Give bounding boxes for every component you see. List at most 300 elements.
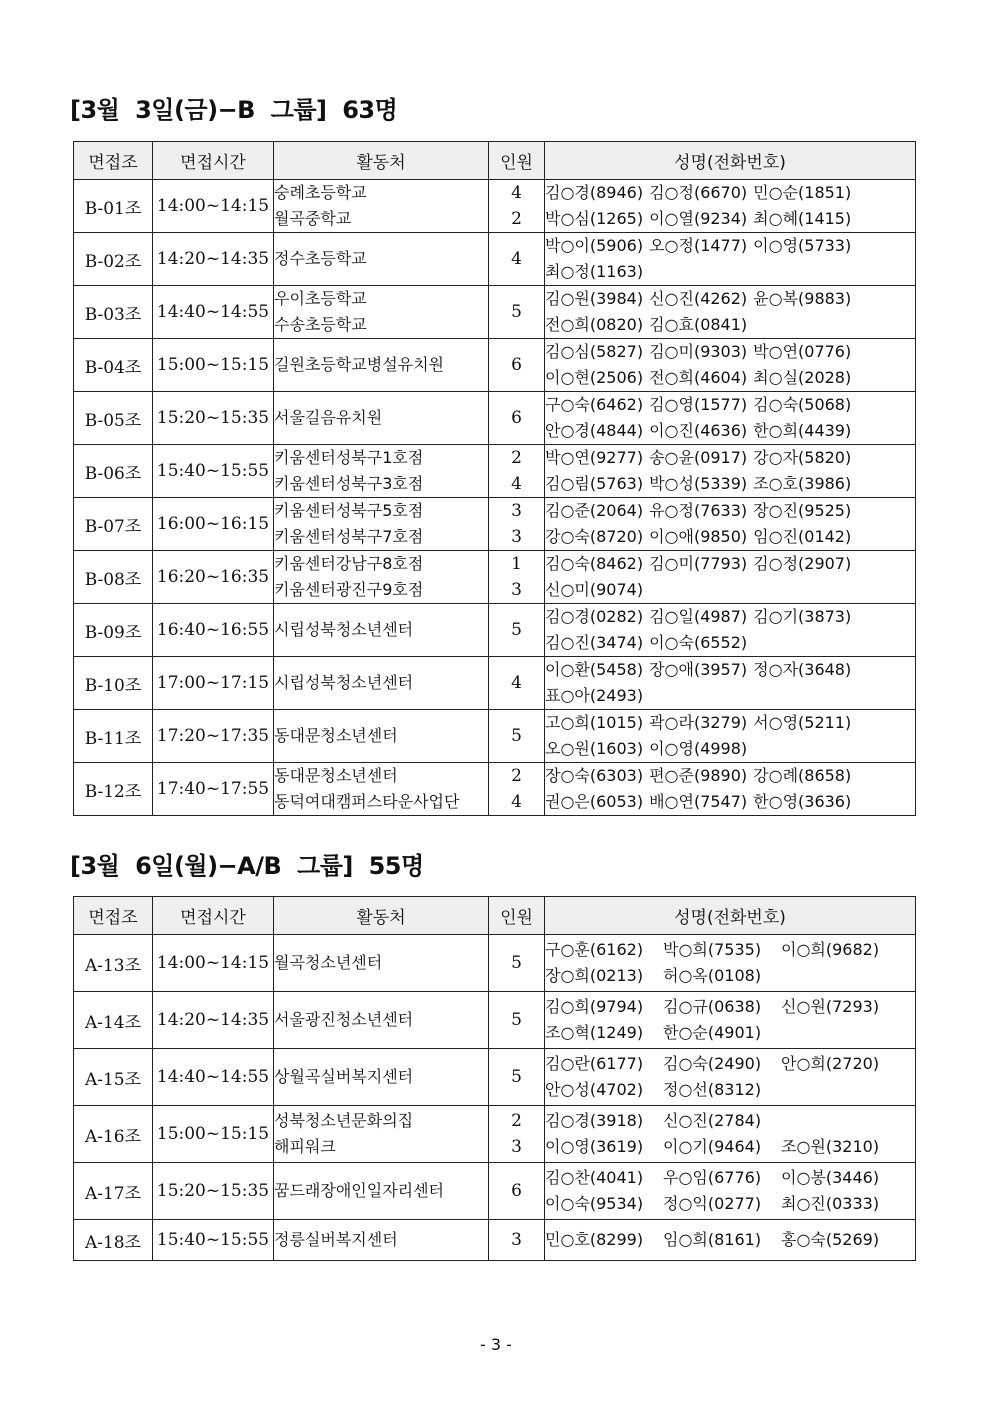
activity-place xyxy=(274,1163,489,1220)
table-row xyxy=(74,339,916,392)
header-place: 활동처 xyxy=(274,897,489,935)
table-row xyxy=(74,233,916,286)
table-row xyxy=(74,710,916,763)
participant-names xyxy=(545,935,916,992)
headcount-value: 4 xyxy=(511,792,522,812)
header-names: 성명(전화번호) xyxy=(545,897,916,935)
interview-group: B-01조 xyxy=(74,180,153,233)
activity-place xyxy=(274,551,489,604)
section-title-mar3: [3월 3일(금)−B 그룹] 63명 xyxy=(70,96,398,124)
participant-entry: 전○희(4604) xyxy=(649,368,748,387)
participant-entry: 이○열(9234) xyxy=(649,209,748,228)
participant-entry: 박○희(7535) xyxy=(663,940,762,959)
participant-entry: 정○자(3648) xyxy=(753,660,852,679)
table-row xyxy=(74,286,916,339)
participant-line xyxy=(545,937,915,963)
activity-place-name: 정수초등학교 xyxy=(274,249,367,268)
activity-place xyxy=(274,180,489,233)
interview-time: 16:00~16:15 xyxy=(153,498,274,551)
participant-entry: 박○연(9277) xyxy=(545,448,644,467)
interview-group: A-13조 xyxy=(74,935,153,992)
activity-place xyxy=(274,935,489,992)
header-group: 면접조 xyxy=(74,142,153,180)
headcount-value: 5 xyxy=(511,726,522,746)
activity-place xyxy=(274,392,489,445)
interview-group: B-03조 xyxy=(74,286,153,339)
activity-place-name: 월곡청소년센터 xyxy=(274,953,383,972)
participant-line xyxy=(545,994,915,1020)
table-row xyxy=(74,498,916,551)
participant-entry: 고○희(1015) xyxy=(545,713,644,732)
participant-entry: 조○호(3986) xyxy=(753,474,852,493)
interview-time: 17:40~17:55 xyxy=(153,763,274,816)
activity-place xyxy=(274,1106,489,1163)
headcount xyxy=(489,935,545,992)
table-header-row xyxy=(74,142,916,180)
activity-place-name: 동대문청소년센터 xyxy=(274,766,398,785)
participant-entry: 이○현(2506) xyxy=(545,368,644,387)
interview-time: 16:20~16:35 xyxy=(153,551,274,604)
interview-time: 16:40~16:55 xyxy=(153,604,274,657)
activity-place xyxy=(274,1049,489,1106)
participant-names xyxy=(545,710,916,763)
interview-time: 14:00~14:15 xyxy=(153,180,274,233)
participant-names xyxy=(545,233,916,286)
activity-place-name: 정릉실버복지센터 xyxy=(274,1230,398,1249)
participant-names xyxy=(545,604,916,657)
activity-place-name: 시립성북청소년센터 xyxy=(274,620,414,639)
activity-place-name: 키움센터성북구7호점 xyxy=(274,527,424,546)
interview-group: A-16조 xyxy=(74,1106,153,1163)
participant-entry: 신○진(4262) xyxy=(649,289,748,308)
headcount-value: 6 xyxy=(511,355,522,375)
interview-group: B-09조 xyxy=(74,604,153,657)
participant-entry: 이○애(9850) xyxy=(649,527,748,546)
participant-entry: 김○일(4987) xyxy=(649,607,748,626)
participant-entry: 장○애(3957) xyxy=(649,660,748,679)
participant-entry: 최○실(2028) xyxy=(753,368,852,387)
table-row xyxy=(74,1220,916,1261)
participant-entry: 김○정(6670) xyxy=(649,183,748,202)
interview-group: A-14조 xyxy=(74,992,153,1049)
headcount-value: 5 xyxy=(511,620,522,640)
activity-place xyxy=(274,339,489,392)
activity-place xyxy=(274,1220,489,1261)
headcount xyxy=(489,992,545,1049)
interview-group: B-04조 xyxy=(74,339,153,392)
participant-entry: 한○영(3636) xyxy=(753,792,852,811)
participant-entry: 김○숙(2490) xyxy=(663,1054,762,1073)
interview-time: 17:20~17:35 xyxy=(153,710,274,763)
table-row xyxy=(74,392,916,445)
table-row xyxy=(74,992,916,1049)
participant-line xyxy=(545,577,915,603)
interview-time: 15:00~15:15 xyxy=(153,1106,274,1163)
participant-entry: 박○심(1265) xyxy=(545,209,644,228)
headcount xyxy=(489,1220,545,1261)
participant-names xyxy=(545,180,916,233)
activity-place-name: 동대문청소년센터 xyxy=(274,726,398,745)
activity-place-name: 키움센터광진구9호점 xyxy=(274,580,424,599)
participant-entry: 이○영(5733) xyxy=(753,236,852,255)
participant-entry: 장○숙(6303) xyxy=(545,766,644,785)
headcount-value: 6 xyxy=(511,1181,522,1201)
table-header-row xyxy=(74,897,916,935)
participant-names xyxy=(545,1220,916,1261)
participant-entry: 안○경(4844) xyxy=(545,421,644,440)
participant-names xyxy=(545,657,916,710)
participant-entry: 오○정(1477) xyxy=(649,236,748,255)
participant-entry: 이○숙(9534) xyxy=(545,1194,644,1213)
headcount-value: 3 xyxy=(511,527,522,547)
headcount xyxy=(489,604,545,657)
interview-group: A-17조 xyxy=(74,1163,153,1220)
participant-entry: 신○미(9074) xyxy=(545,580,644,599)
participant-entry: 임○진(0142) xyxy=(753,527,852,546)
participant-entry: 김○원(3984) xyxy=(545,289,644,308)
participant-names xyxy=(545,498,916,551)
participant-entry: 구○숙(6462) xyxy=(545,395,644,414)
headcount xyxy=(489,1106,545,1163)
participant-line xyxy=(545,630,915,656)
headcount xyxy=(489,180,545,233)
activity-place xyxy=(274,992,489,1049)
participant-line xyxy=(545,524,915,550)
activity-place-name: 상월곡실버복지센터 xyxy=(274,1067,414,1086)
table-row xyxy=(74,1049,916,1106)
participant-entry: 이○희(9682) xyxy=(781,940,880,959)
participant-entry: 김○효(0841) xyxy=(649,315,748,334)
participant-line xyxy=(545,392,915,418)
participant-entry: 표○아(2493) xyxy=(545,686,644,705)
headcount xyxy=(489,551,545,604)
header-count: 인원 xyxy=(489,897,545,935)
participant-entry: 김○영(1577) xyxy=(649,395,748,414)
header-group: 면접조 xyxy=(74,897,153,935)
participant-entry: 이○영(3619) xyxy=(545,1137,644,1156)
table-row xyxy=(74,604,916,657)
interview-time: 14:20~14:35 xyxy=(153,992,274,1049)
participant-entry: 송○윤(0917) xyxy=(649,448,748,467)
interview-time: 17:00~17:15 xyxy=(153,657,274,710)
headcount xyxy=(489,1163,545,1220)
activity-place-name: 성북청소년문화의집 xyxy=(274,1111,414,1130)
participant-entry: 정○선(8312) xyxy=(663,1080,762,1099)
activity-place-name: 우이초등학교 xyxy=(274,289,367,308)
participant-entry: 김○경(8946) xyxy=(545,183,644,202)
headcount-value: 3 xyxy=(511,1137,522,1157)
headcount xyxy=(489,710,545,763)
participant-entry: 김○숙(5068) xyxy=(753,395,852,414)
headcount-value: 1 xyxy=(511,554,522,574)
participant-entry: 민○호(8299) xyxy=(545,1230,644,1249)
participant-entry: 정○익(0277) xyxy=(663,1194,762,1213)
table-row xyxy=(74,657,916,710)
activity-place-name: 시립성북청소년센터 xyxy=(274,673,414,692)
page-number: - 3 - xyxy=(480,1335,512,1354)
headcount-value: 5 xyxy=(511,953,522,973)
interview-group: B-06조 xyxy=(74,445,153,498)
activity-place xyxy=(274,604,489,657)
participant-entry: 박○이(5906) xyxy=(545,236,644,255)
headcount-value: 3 xyxy=(511,501,522,521)
participant-entry: 이○기(9464) xyxy=(663,1137,762,1156)
participant-entry: 안○희(2720) xyxy=(781,1054,880,1073)
participant-entry: 김○심(5827) xyxy=(545,342,644,361)
participant-entry: 구○훈(6162) xyxy=(545,940,644,959)
participant-entry: 이○환(5458) xyxy=(545,660,644,679)
activity-place-name: 꿈드래장애인일자리센터 xyxy=(274,1181,445,1200)
participant-names xyxy=(545,1049,916,1106)
headcount-value: 6 xyxy=(511,408,522,428)
participant-entry: 김○미(9303) xyxy=(649,342,748,361)
interview-schedule-table-mar6 xyxy=(73,896,916,1261)
participant-entry: 한○순(4901) xyxy=(663,1023,762,1042)
participant-entry: 이○봉(3446) xyxy=(781,1168,880,1187)
participant-line xyxy=(545,445,915,471)
participant-entry: 김○경(0282) xyxy=(545,607,644,626)
participant-names xyxy=(545,339,916,392)
table-row xyxy=(74,935,916,992)
interview-time: 15:20~15:35 xyxy=(153,1163,274,1220)
participant-entry: 강○숙(8720) xyxy=(545,527,644,546)
participant-names xyxy=(545,392,916,445)
participant-names xyxy=(545,445,916,498)
headcount xyxy=(489,392,545,445)
participant-line xyxy=(545,233,915,259)
interview-time: 15:40~15:55 xyxy=(153,1220,274,1261)
participant-entry: 김○림(5763) xyxy=(545,474,644,493)
participant-entry: 오○원(1603) xyxy=(545,739,644,758)
participant-entry: 김○미(7793) xyxy=(649,554,748,573)
participant-entry: 배○연(7547) xyxy=(649,792,748,811)
participant-entry: 김○준(2064) xyxy=(545,501,644,520)
headcount-value: 2 xyxy=(511,209,522,229)
participant-entry: 이○진(4636) xyxy=(649,421,748,440)
header-place: 활동처 xyxy=(274,142,489,180)
participant-entry: 신○원(7293) xyxy=(781,997,880,1016)
participant-entry: 강○례(8658) xyxy=(753,766,852,785)
activity-place-name: 키움센터성북구1호점 xyxy=(274,448,424,467)
participant-entry: 우○임(6776) xyxy=(663,1168,762,1187)
participant-entry: 조○혁(1249) xyxy=(545,1023,644,1042)
participant-line xyxy=(545,498,915,524)
participant-names xyxy=(545,551,916,604)
header-time: 면접시간 xyxy=(153,897,274,935)
participant-line xyxy=(545,180,915,206)
participant-line xyxy=(545,206,915,232)
participant-line xyxy=(545,736,915,762)
interview-time: 14:40~14:55 xyxy=(153,286,274,339)
table-row xyxy=(74,1106,916,1163)
participant-entry: 민○순(1851) xyxy=(753,183,852,202)
headcount-value: 5 xyxy=(511,1067,522,1087)
participant-entry: 임○희(8161) xyxy=(663,1230,762,1249)
participant-entry: 조○원(3210) xyxy=(781,1137,880,1156)
headcount-value: 5 xyxy=(511,1010,522,1030)
headcount-value: 4 xyxy=(511,673,522,693)
interview-group: B-10조 xyxy=(74,657,153,710)
participant-line xyxy=(545,1051,915,1077)
interview-time: 15:40~15:55 xyxy=(153,445,274,498)
participant-entry: 김○찬(4041) xyxy=(545,1168,644,1187)
participant-line xyxy=(545,710,915,736)
participant-entry: 신○진(2784) xyxy=(663,1111,762,1130)
interview-group: B-11조 xyxy=(74,710,153,763)
header-time: 면접시간 xyxy=(153,142,274,180)
headcount xyxy=(489,498,545,551)
participant-entry: 한○희(4439) xyxy=(753,421,852,440)
activity-place xyxy=(274,286,489,339)
headcount xyxy=(489,1049,545,1106)
activity-place xyxy=(274,445,489,498)
participant-line xyxy=(545,551,915,577)
participant-entry: 곽○라(3279) xyxy=(649,713,748,732)
participant-entry: 장○희(0213) xyxy=(545,966,644,985)
participant-entry: 홍○숙(5269) xyxy=(781,1230,880,1249)
participant-line xyxy=(545,1134,915,1160)
participant-line xyxy=(545,1077,915,1103)
headcount-value: 3 xyxy=(511,580,522,600)
participant-entry: 유○정(7633) xyxy=(649,501,748,520)
participant-line xyxy=(545,259,915,285)
interview-time: 15:00~15:15 xyxy=(153,339,274,392)
activity-place-name: 키움센터성북구5호점 xyxy=(274,501,424,520)
activity-place-name: 해피워크 xyxy=(274,1137,336,1156)
headcount-value: 5 xyxy=(511,302,522,322)
interview-group: A-18조 xyxy=(74,1220,153,1261)
participant-line xyxy=(545,763,915,789)
participant-line xyxy=(545,789,915,815)
headcount-value: 4 xyxy=(511,474,522,494)
table-row xyxy=(74,445,916,498)
activity-place-name: 동덕여대캠퍼스타운사업단 xyxy=(274,792,460,811)
activity-place xyxy=(274,763,489,816)
activity-place-name: 키움센터성북구3호점 xyxy=(274,474,424,493)
participant-entry: 권○은(6053) xyxy=(545,792,644,811)
table-row xyxy=(74,551,916,604)
participant-entry: 최○정(1163) xyxy=(545,262,644,281)
participant-entry: 이○숙(6552) xyxy=(649,633,748,652)
interview-group: B-12조 xyxy=(74,763,153,816)
activity-place xyxy=(274,233,489,286)
participant-line xyxy=(545,1227,915,1253)
activity-place-name: 월곡중학교 xyxy=(274,209,352,228)
participant-line xyxy=(545,286,915,312)
headcount-value: 2 xyxy=(511,766,522,786)
interview-schedule-table-mar3 xyxy=(73,141,916,816)
participant-entry: 윤○복(9883) xyxy=(753,289,852,308)
header-names: 성명(전화번호) xyxy=(545,142,916,180)
activity-place xyxy=(274,657,489,710)
participant-names xyxy=(545,1106,916,1163)
participant-entry: 김○규(0638) xyxy=(663,997,762,1016)
table-row xyxy=(74,763,916,816)
participant-entry: 박○성(5339) xyxy=(649,474,748,493)
participant-entry: 강○자(5820) xyxy=(753,448,852,467)
activity-place-name: 서울광진청소년센터 xyxy=(274,1010,414,1029)
activity-place-name: 숭례초등학교 xyxy=(274,183,367,202)
participant-entry: 김○정(2907) xyxy=(753,554,852,573)
participant-entry: 허○옥(0108) xyxy=(663,966,762,985)
participant-line xyxy=(545,1020,915,1046)
participant-line xyxy=(545,683,915,709)
participant-entry: 편○준(9890) xyxy=(649,766,748,785)
activity-place-name: 서울길음유치원 xyxy=(274,408,383,427)
participant-line xyxy=(545,1108,915,1134)
participant-line xyxy=(545,604,915,630)
headcount xyxy=(489,445,545,498)
table-row xyxy=(74,1163,916,1220)
interview-group: B-07조 xyxy=(74,498,153,551)
headcount xyxy=(489,339,545,392)
participant-names xyxy=(545,1163,916,1220)
participant-entry: 박○연(0776) xyxy=(753,342,852,361)
interview-time: 15:20~15:35 xyxy=(153,392,274,445)
participant-line xyxy=(545,365,915,391)
participant-entry: 김○희(9794) xyxy=(545,997,644,1016)
interview-group: B-05조 xyxy=(74,392,153,445)
participant-entry: 이○영(4998) xyxy=(649,739,748,758)
participant-line xyxy=(545,963,915,989)
participant-entry: 전○희(0820) xyxy=(545,315,644,334)
headcount-value: 4 xyxy=(511,183,522,203)
activity-place-name: 길원초등학교병설유치원 xyxy=(274,355,445,374)
participant-line xyxy=(545,657,915,683)
participant-line xyxy=(545,1165,915,1191)
interview-group: B-02조 xyxy=(74,233,153,286)
participant-entry: 최○혜(1415) xyxy=(753,209,852,228)
headcount-value: 2 xyxy=(511,1111,522,1131)
headcount xyxy=(489,763,545,816)
activity-place-name: 키움센터강남구8호점 xyxy=(274,554,424,573)
participant-entry: 김○경(3918) xyxy=(545,1111,644,1130)
headcount-value: 3 xyxy=(511,1230,522,1250)
participant-entry: 김○란(6177) xyxy=(545,1054,644,1073)
participant-entry: 서○영(5211) xyxy=(753,713,852,732)
participant-names xyxy=(545,992,916,1049)
headcount-value: 2 xyxy=(511,448,522,468)
interview-time: 14:40~14:55 xyxy=(153,1049,274,1106)
section-title-mar6: [3월 6일(월)−A/B 그룹] 55명 xyxy=(70,852,424,880)
participant-names xyxy=(545,763,916,816)
headcount xyxy=(489,286,545,339)
participant-entry: 장○진(9525) xyxy=(753,501,852,520)
interview-group: B-08조 xyxy=(74,551,153,604)
interview-time: 14:20~14:35 xyxy=(153,233,274,286)
participant-line xyxy=(545,418,915,444)
headcount-value: 4 xyxy=(511,249,522,269)
participant-names xyxy=(545,286,916,339)
activity-place xyxy=(274,710,489,763)
participant-entry: 안○성(4702) xyxy=(545,1080,644,1099)
participant-entry: 최○진(0333) xyxy=(781,1194,880,1213)
header-count: 인원 xyxy=(489,142,545,180)
participant-line xyxy=(545,339,915,365)
participant-line xyxy=(545,1191,915,1217)
participant-entry: 김○진(3474) xyxy=(545,633,644,652)
table-row xyxy=(74,180,916,233)
activity-place-name: 수송초등학교 xyxy=(274,315,367,334)
activity-place xyxy=(274,498,489,551)
interview-group: A-15조 xyxy=(74,1049,153,1106)
participant-entry: 김○기(3873) xyxy=(753,607,852,626)
participant-line xyxy=(545,471,915,497)
participant-entry: 김○숙(8462) xyxy=(545,554,644,573)
interview-time: 14:00~14:15 xyxy=(153,935,274,992)
headcount xyxy=(489,233,545,286)
headcount xyxy=(489,657,545,710)
